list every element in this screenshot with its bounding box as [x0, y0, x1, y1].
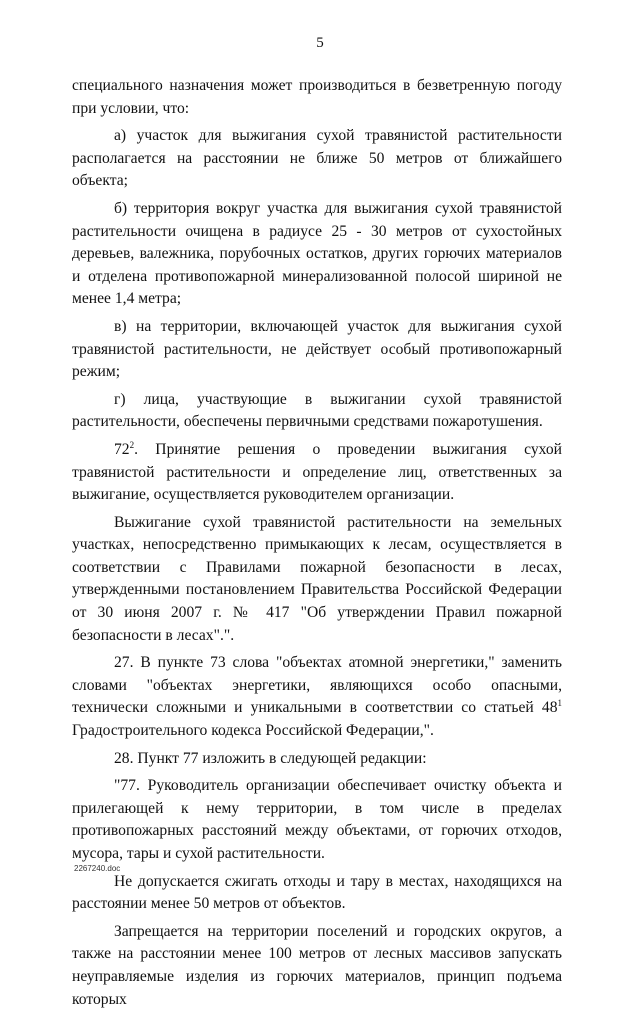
footer-filename: 2267240.doc: [74, 864, 121, 873]
paragraph: в) на территории, включающей участок для выжигания сухой травянистой растительности, не действует особый противопожарный режим;: [72, 317, 562, 381]
paragraph: г) лица, участвующие в выжигании сухой травянистой растительности, обеспечены первичными средствами пожаротушения.: [72, 390, 562, 431]
paragraph: Запрещается на территории поселений и городских округов, а также на расстоянии менее 100 метров от лесных массивов запускать неуправляемые изделия из горючих материалов, принцип подъема которых: [72, 922, 562, 1008]
clause-superscript: 2: [129, 439, 135, 450]
paragraph-text: . Принятие решения о проведении выжигания сухой травянистой растительности и определение лиц, ответственных за выжигание, осуществляется руководителем организации.: [72, 440, 562, 504]
paragraph: б) территория вокруг участка для выжигания сухой травянистой растительности очищена в радиусе 25 - 30 метров от сухостойных деревьев, валежника, порубочных остатков, других горючих материалов и отделена противопожарной минерализованной полосой шириной не менее 1,4 метра;: [72, 199, 562, 308]
clause-number: 72: [114, 440, 130, 458]
paragraph: специального назначения может производиться в безветренную погоду при условии, что:: [72, 77, 562, 117]
paragraph: [72, 439, 562, 507]
paragraph: [72, 652, 562, 742]
article-superscript: 1: [557, 698, 562, 709]
paragraph-text: Градостроительного кодекса Российской Федерации,".: [72, 722, 434, 740]
document-body: [72, 75, 562, 1016]
paragraph: Выжигание сухой травянистой растительности на земельных участках, непосредственно примыкающих к лесам, осуществляется в соответствии с Правилами пожарной безопасности в лесах, утвержденными постановлением Правительства Российской Федерации от 30 июня 2007 г. № 417 "Об утверждении Правил пожарной безопасности в лесах".".: [72, 513, 562, 644]
paragraph-text: 27. В пункте 73 слова "объектах атомной энергетики," заменить словами "объектах энергетики, являющихся особо опасными, технически сложными и уникальными в соответствии со статьей 48: [72, 654, 562, 717]
paragraph: а) участок для выжигания сухой травянистой растительности располагается на расстоянии не ближе 50 метров от ближайшего объекта;: [72, 127, 562, 190]
paragraph: Не допускается сжигать отходы и тару в местах, находящихся на расстоянии менее 50 метров от объектов.: [72, 872, 562, 913]
paragraph: 28. Пункт 77 изложить в следующей редакции:: [114, 749, 427, 767]
paragraph: "77. Руководитель организации обеспечивает очистку объекта и прилегающей к нему территории, в том числе в пределах противопожарных расстояний между объектами, от горючих отходов, мусора, тары и сухой растительности.: [72, 777, 562, 862]
page-number: 5: [316, 35, 324, 51]
